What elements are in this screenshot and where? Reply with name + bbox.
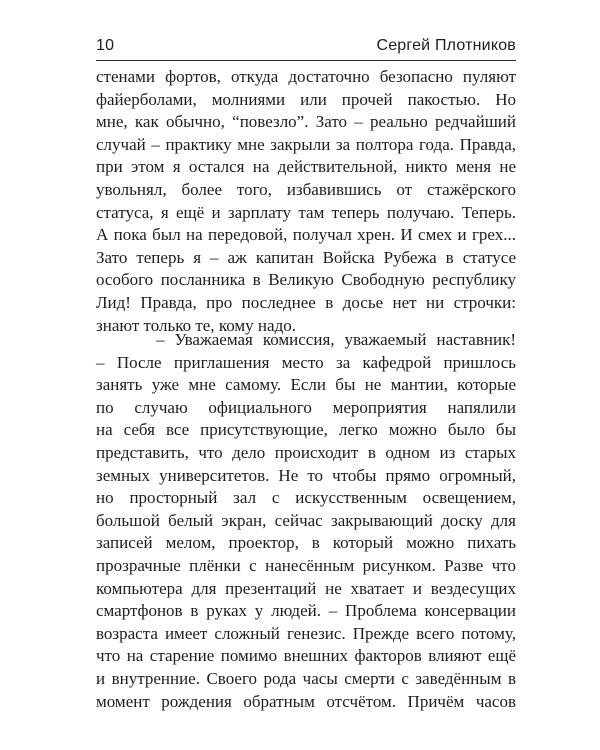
text-line: стенами фортов, откуда достаточно безопасно пуляют <box>96 67 516 86</box>
text-line: земных университетов. Не то чтобы прямо огромный, <box>96 465 516 485</box>
text-line: статуса, я ещё и зарплату там теперь получаю. Теперь. <box>96 202 516 222</box>
text-line: компьютера для презентаций не хватает и вездесущих <box>96 578 516 598</box>
text-line: Лид! Правда, про последнее в досье нет ни строчки: <box>96 292 516 312</box>
text-line: увольнял, более того, избавившись от стажёрского <box>96 179 516 199</box>
text-line: – После приглашения место за кафедрой пришлось <box>96 352 516 372</box>
text-line: момент рождения обратным отсчётом. Причём часов <box>96 691 516 711</box>
text-line: мне, как обычно, “повезло”. Зато – реально редчайший <box>96 112 516 132</box>
text-line: при этом я остался на действительной, никто меня не <box>96 157 516 177</box>
text-line: особого посланника в Великую Свободную республику <box>96 270 516 290</box>
text-line: и внутренние. Своего рода часы смерти с заведённым в <box>96 668 516 688</box>
text-line: но просторный зал с искусственным освещением, <box>96 488 516 508</box>
text-line: А пока был на передовой, получал хрен. И смех и грех... <box>96 225 516 245</box>
running-head-author: Сергей Плотников <box>376 37 516 54</box>
text-line: по случаю официального мероприятия напялили <box>96 397 516 417</box>
text-line: – Уважаемая комиссия, уважаемый наставник! <box>96 330 516 349</box>
text-line: случай – практику мне закрыли за полтора года. Правда, <box>96 134 516 154</box>
text-line: знают только те, кому надо. <box>96 315 296 335</box>
text-line: записей мелом, проектор, в который можно пихать <box>96 533 516 553</box>
paragraph-2 <box>96 329 516 713</box>
text-line: прозрачные плёнки с нанесённым рисунком. Разве что <box>96 555 516 575</box>
text-line: смартфонов в руках у людей. – Проблема консервации <box>96 601 516 621</box>
text-line: возраста имеет сложный генезис. Прежде всего потому, <box>96 623 516 643</box>
text-line: Зато теперь я – аж капитан Войска Рубежа в статусе <box>96 247 516 267</box>
text-line: файерболами, молниями или прочей пакостью. Но <box>96 89 516 109</box>
paragraph-1 <box>96 66 516 337</box>
text-line: представить, что дело происходит в одном из старых <box>96 442 516 462</box>
text-line: на себя все присутствующие, легко можно было бы <box>96 420 516 440</box>
text-line: занять уже мне самому. Если бы не мантии, которые <box>96 375 516 395</box>
page-header <box>96 36 516 61</box>
page-number: 10 <box>96 37 115 54</box>
text-line: что на старение помимо внешних факторов влияют ещё <box>96 646 516 666</box>
text-line: большой белый экран, сейчас закрывающий доску для <box>96 510 516 530</box>
